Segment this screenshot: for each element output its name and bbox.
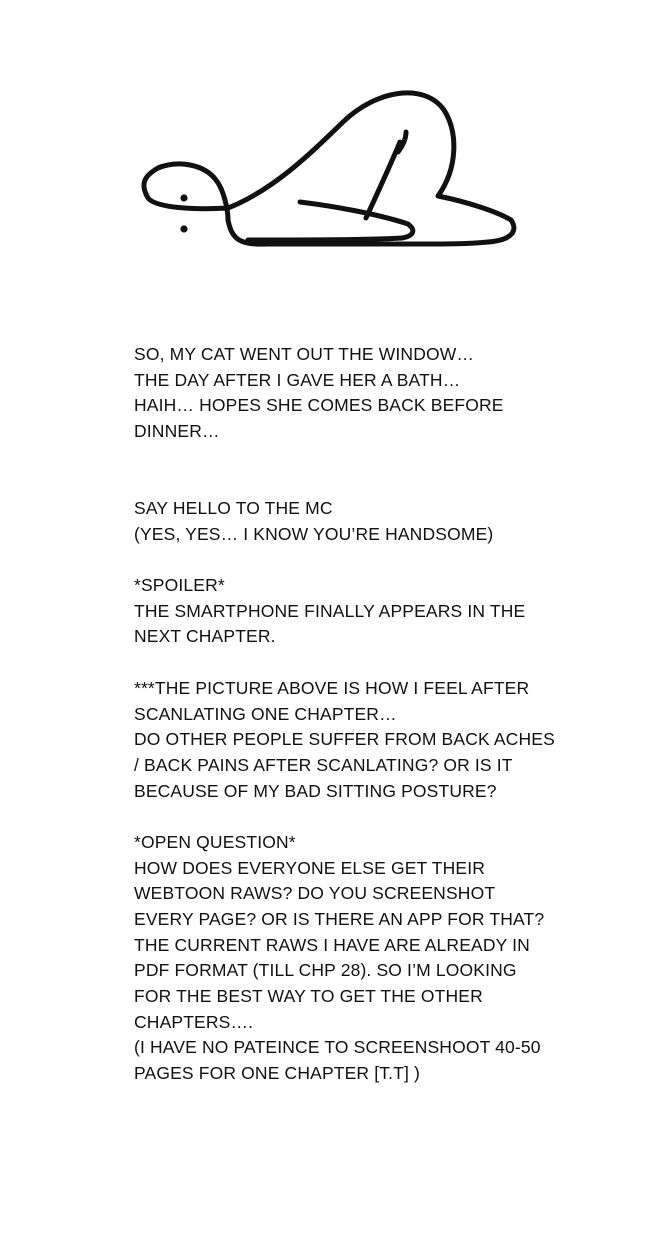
mc-line-1: SAY HELLO TO THE MC (134, 498, 333, 518)
open-question-line-6: PDF FORMAT (TILL CHP 28). SO I’M LOOKING (134, 960, 517, 981)
mc-line-2: (YES, YES… I KNOW YOU’RE HANDSOME) (134, 523, 494, 544)
picture-note-line-5: BECAUSE OF MY BAD SITTING POSTURE? (134, 780, 497, 801)
picture-note-line-3: DO OTHER PEOPLE SUFFER FROM BACK ACHES (134, 729, 555, 750)
open-question-line-3: WEBTOON RAWS? DO YOU SCREENSHOT (134, 883, 496, 904)
intro-note (134, 342, 574, 445)
intro-line-2: THE DAY AFTER I GAVE HER A BATH… (134, 369, 461, 390)
intro-line-4: DINNER… (134, 421, 220, 442)
open-question-line-4: EVERY PAGE? OR IS THERE AN APP FOR THAT? (134, 909, 545, 929)
bowing-figure-illustration (128, 80, 528, 270)
open-question-line-7: FOR THE BEST WAY TO GET THE OTHER (134, 986, 483, 1007)
picture-note-line-2: SCANLATING ONE CHAPTER… (134, 703, 397, 724)
picture-note-line-4: / BACK PAINS AFTER SCANLATING? OR IS IT (134, 754, 513, 775)
open-question-line-10: PAGES FOR ONE CHAPTER [T.T] ) (134, 1063, 420, 1084)
spoiler-line-3: NEXT CHAPTER. (134, 626, 276, 647)
open-question-line-8: CHAPTERS…. (134, 1011, 254, 1032)
open-question-line-1: *OPEN QUESTION* (134, 831, 296, 852)
figure-bowing-face-down-icon (144, 93, 514, 244)
spoiler-line-1: *SPOILER* (134, 575, 225, 596)
intro-line-3: HAIH… HOPES SHE COMES BACK BEFORE (134, 395, 504, 416)
spoiler-line-2: THE SMARTPHONE FINALLY APPEARS IN THE (134, 600, 526, 621)
open-question-line-9: (I HAVE NO PATEINCE TO SCREENSHOOT 40-50 (134, 1037, 541, 1058)
open-question-line-5: THE CURRENT RAWS I HAVE ARE ALREADY IN (134, 934, 530, 955)
picture-note-line-1: ***THE PICTURE ABOVE IS HOW I FEEL AFTER (134, 677, 530, 698)
open-question-line-2: HOW DOES EVERYONE ELSE GET THEIR (134, 857, 485, 878)
face-eyes (180, 194, 187, 232)
intro-line-1: SO, MY CAT WENT OUT THE WINDOW… (134, 344, 475, 364)
author-notes (134, 496, 574, 1087)
